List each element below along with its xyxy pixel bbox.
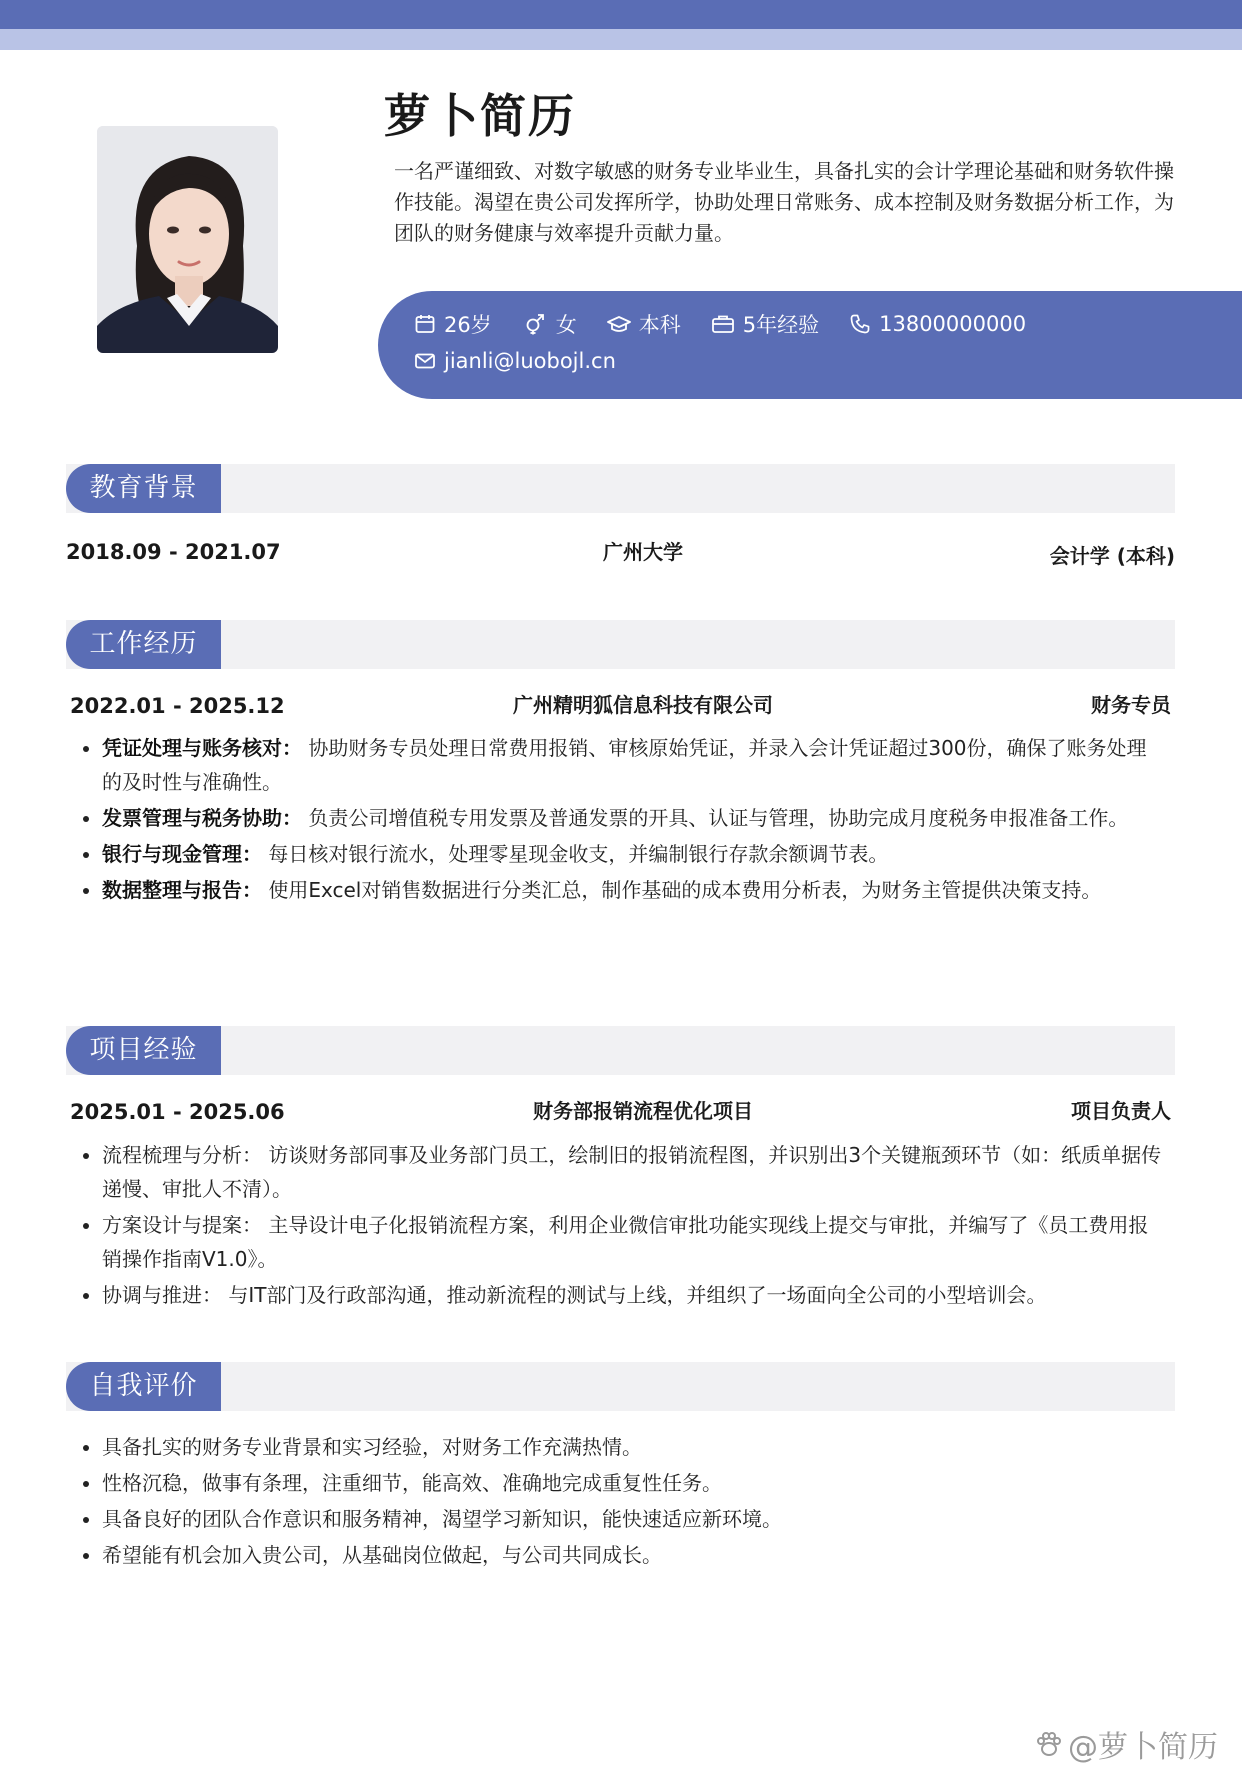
info-row-2: [414, 349, 646, 373]
top-accent-bar-light: [0, 29, 1242, 50]
info-phone: [849, 312, 1026, 336]
section-title-self-eval: 自我评价: [66, 1362, 221, 1411]
info-age-text: 26岁: [444, 313, 492, 337]
info-email: [414, 349, 616, 373]
watermark-text: @萝卜简历: [1068, 1730, 1218, 1765]
list-item: • 具备扎实的财务专业背景和实习经验，对财务工作充满热情。: [102, 1430, 1164, 1464]
info-phone-text: 13800000000: [879, 312, 1027, 336]
intro-text: 一名严谨细致、对数字敏感的财务专业毕业生，具备扎实的会计学理论基础和财务软件操作技能。渴望在贵公司发挥所学，协助处理日常账务、成本控制及财务数据分析工作，为团队的财务健康与效率提升贡献力量。: [394, 159, 1174, 245]
self-eval-bullets: [82, 1430, 1164, 1574]
graduation-cap-icon: [607, 313, 631, 335]
resume-name: 萝卜简历: [384, 89, 576, 143]
list-item: • 具备良好的团队合作意识和服务精神，渴望学习新知识，能快速适应新环境。: [102, 1502, 1164, 1536]
work-role: 财务专员: [1091, 693, 1171, 717]
info-experience: [711, 309, 819, 339]
section-work: [66, 620, 1175, 669]
education-major: 会计学 (本科): [1049, 544, 1175, 568]
briefcase-icon: [711, 313, 735, 335]
section-education: [66, 464, 1175, 513]
list-item: • 凭证处理与账务核对： 协助财务专员处理日常费用报销、审核原始凭证，并录入会计凭证超过300份，确保了账务处理的及时性与准确性。: [102, 731, 1164, 799]
info-row-1: [414, 309, 1056, 339]
info-gender-text: 女: [555, 313, 577, 337]
watermark: [1034, 1722, 1218, 1766]
education-date: 2018.09 - 2021.07: [66, 540, 281, 564]
list-item: • 希望能有机会加入贵公司，从基础岗位做起，与公司共同成长。: [102, 1538, 1164, 1572]
profile-photo: [97, 126, 278, 353]
section-title-work: 工作经历: [66, 620, 221, 669]
calendar-icon: [414, 313, 436, 335]
list-item: • 协调与推进： 与IT部门及行政部沟通，推动新流程的测试与上线，并组织了一场面向全公司的小型培训会。: [102, 1278, 1164, 1312]
info-degree-text: 本科: [638, 313, 681, 337]
list-item: • 性格沉稳，做事有条理，注重细节，能高效、准确地完成重复性任务。: [102, 1466, 1164, 1500]
info-age: [414, 309, 492, 339]
info-experience-text: 5年经验: [742, 313, 820, 337]
project-date: 2025.01 - 2025.06: [70, 1100, 285, 1124]
education-school: 广州大学: [603, 540, 683, 564]
paw-icon: [1034, 1730, 1064, 1758]
info-gender: [522, 309, 577, 339]
project-bullets: [82, 1138, 1164, 1314]
list-item: • 流程梳理与分析： 访谈财务部同事及业务部门员工，绘制旧的报销流程图，并识别出3个关键瓶颈环节（如：纸质单据传递慢、审批人不清）。: [102, 1138, 1164, 1206]
work-bullets: [82, 731, 1164, 909]
top-accent-bar: [0, 0, 1242, 29]
contact-info-band: [378, 291, 1242, 399]
list-item: • 数据整理与报告： 使用Excel对销售数据进行分类汇总，制作基础的成本费用分析表，为财务主管提供决策支持。: [102, 873, 1164, 907]
mail-icon: [414, 350, 436, 372]
project-name: 财务部报销流程优化项目: [533, 1099, 753, 1123]
section-self-eval: [66, 1362, 1175, 1411]
list-item: • 银行与现金管理： 每日核对银行流水，处理零星现金收支，并编制银行存款余额调节表。: [102, 837, 1164, 871]
section-title-education: 教育背景: [66, 464, 221, 513]
work-company: 广州精明狐信息科技有限公司: [513, 693, 773, 717]
project-role: 项目负责人: [1071, 1099, 1171, 1123]
work-date: 2022.01 - 2025.12: [70, 694, 285, 718]
list-item: • 发票管理与税务协助： 负责公司增值税专用发票及普通发票的开具、认证与管理，协助完成月度税务申报准备工作。: [102, 801, 1164, 835]
info-degree: [607, 309, 681, 339]
gender-icon: [522, 313, 548, 335]
phone-icon: [849, 313, 871, 335]
section-title-project: 项目经验: [66, 1026, 221, 1075]
info-email-text: jianli@luobojl.cn: [444, 349, 616, 373]
list-item: • 方案设计与提案： 主导设计电子化报销流程方案，利用企业微信审批功能实现线上提交与审批，并编写了《员工费用报销操作指南V1.0》。: [102, 1208, 1164, 1276]
section-project: [66, 1026, 1175, 1075]
